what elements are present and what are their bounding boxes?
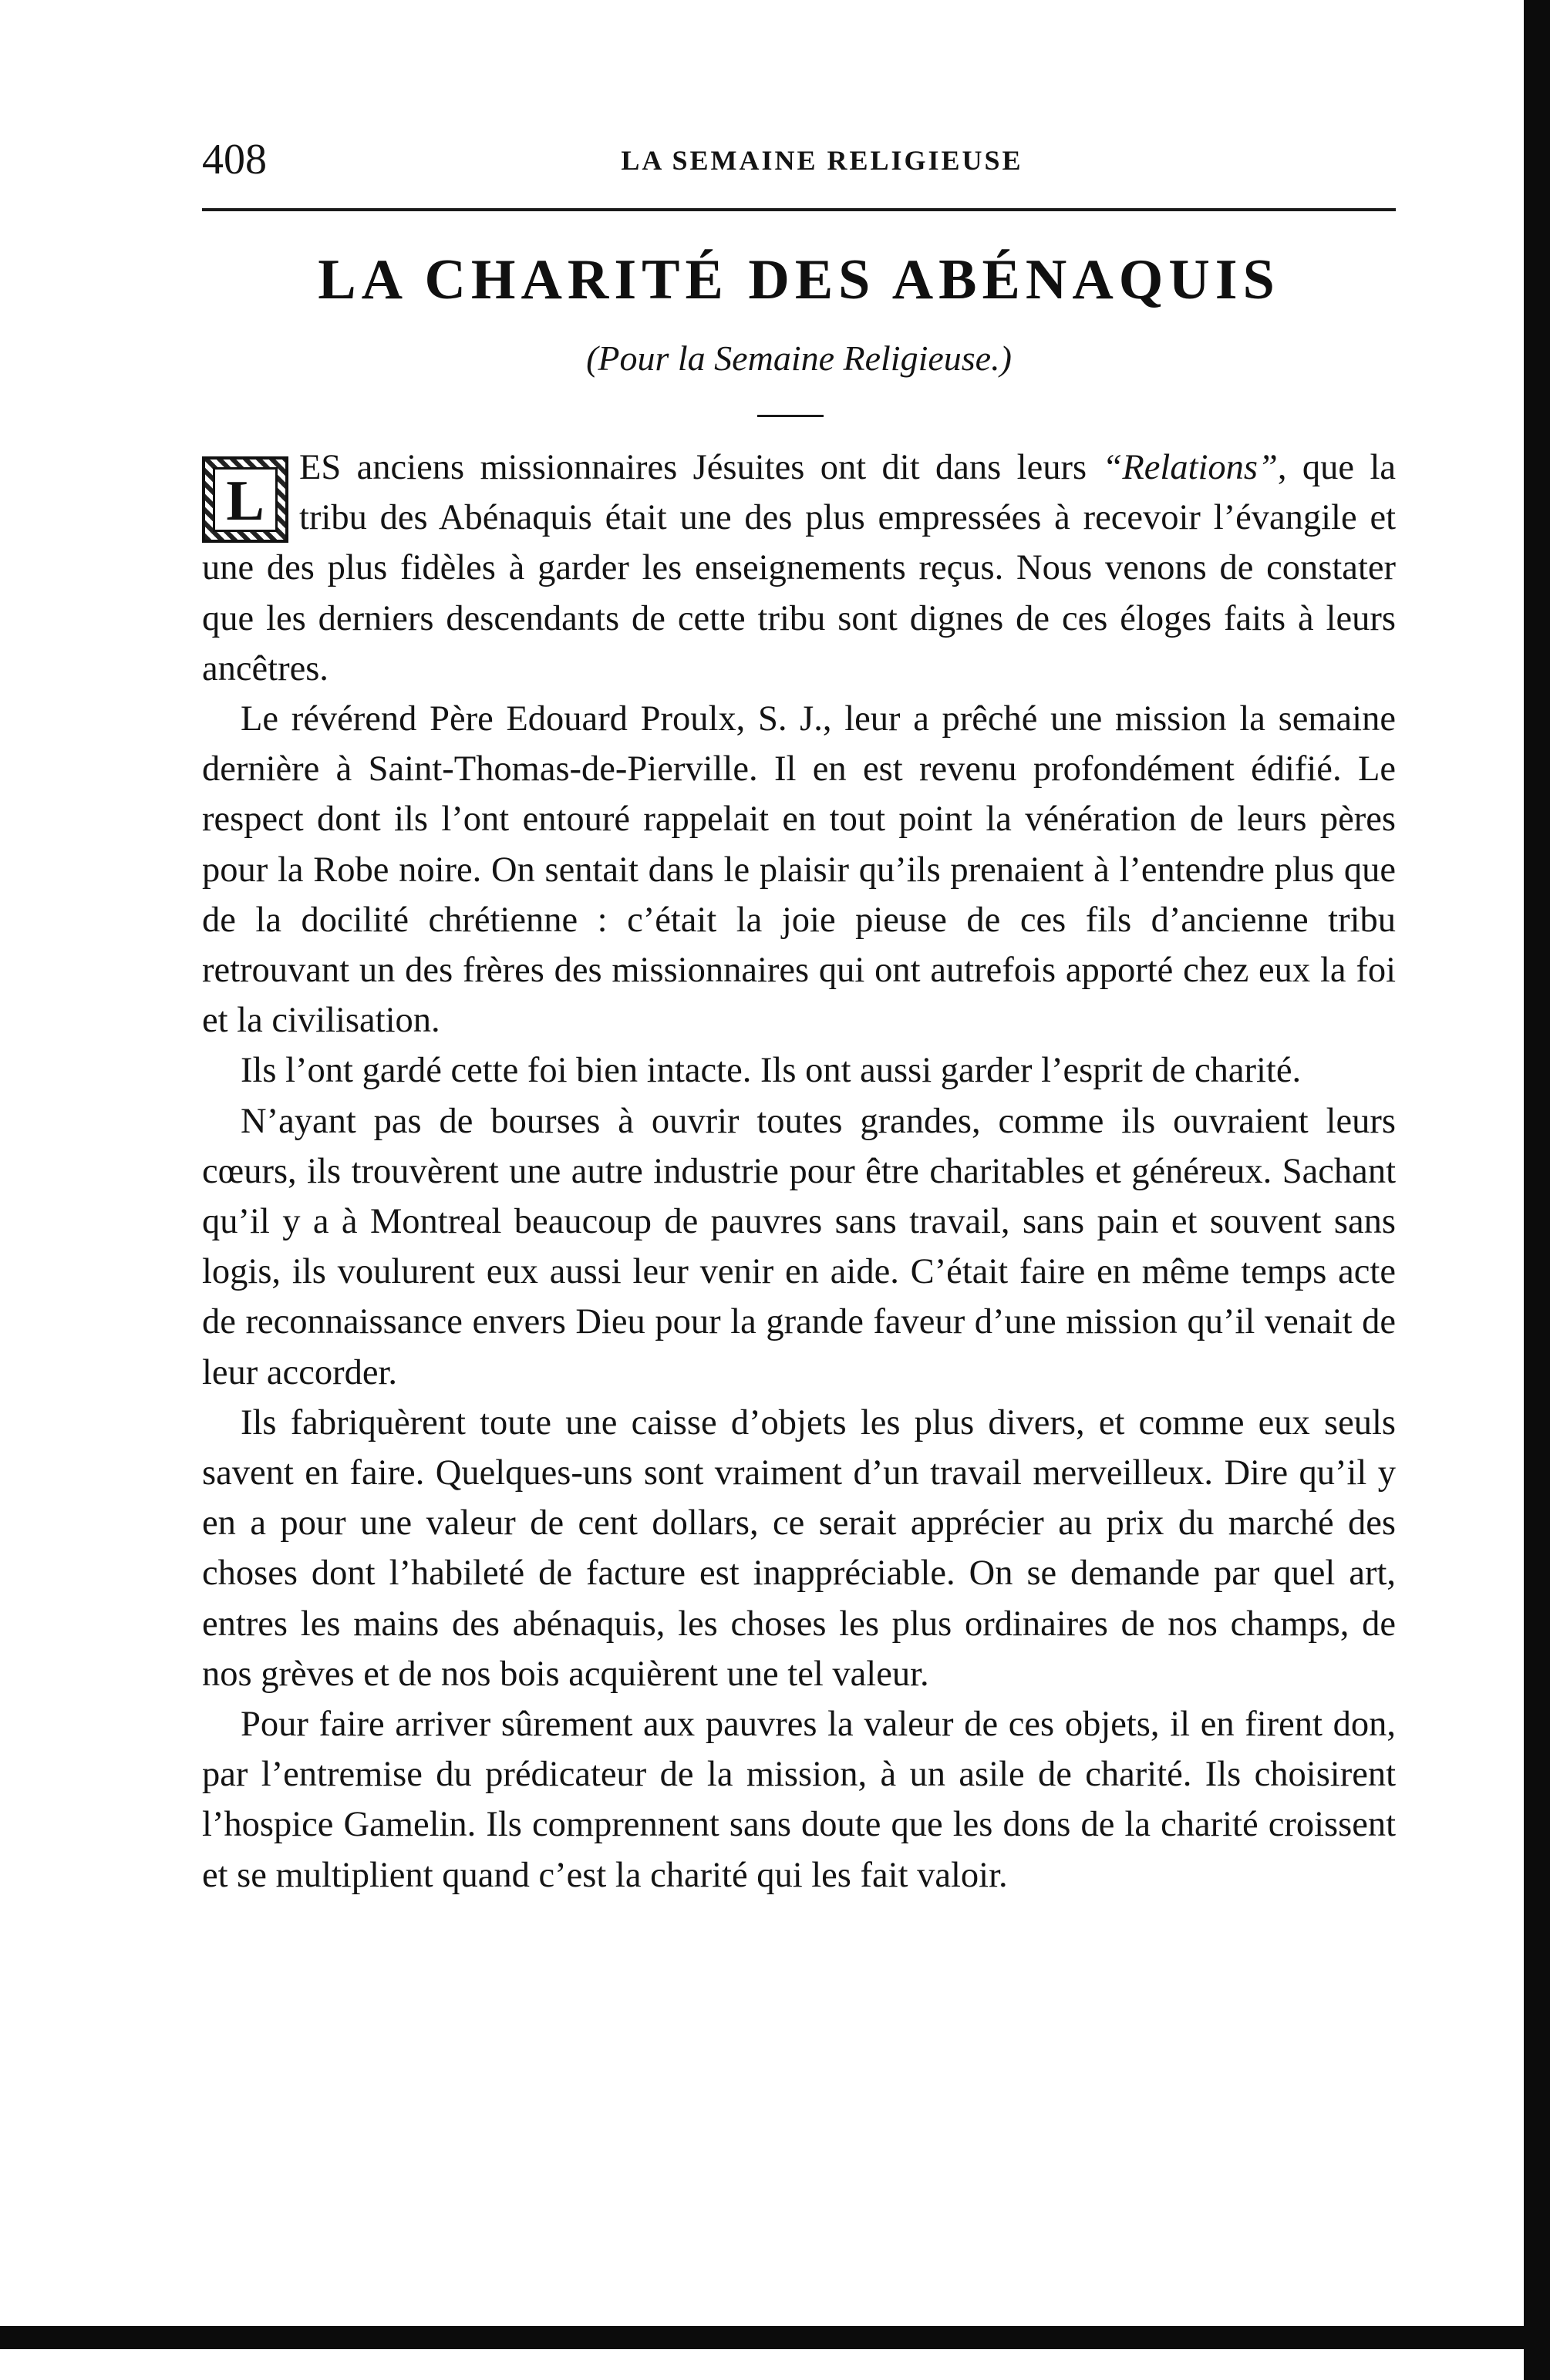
scan-border-right [1524, 0, 1550, 2380]
scan-border-bottom [0, 2326, 1550, 2349]
paragraph-4: N’ayant pas de bourses à ouvrir toutes grandes, comme ils ouvraient leurs cœurs, ils trouvèrent une autre industrie pour être charitables et généreux. Sachant qu’il y a à Montreal beaucoup de pauvres sans travail, sans pain et souvent sans logis, ils voulurent eux aussi leur venir en aide. C’était faire en même temps acte de reconnaissance envers Dieu pour la grande faveur d’une mission qu’il venait de leur accorder. [202, 1101, 1396, 1392]
paragraph-3: Ils l’ont gardé cette foi bien intacte. Ils ont aussi garder l’esprit de charité. [241, 1051, 1302, 1091]
header-rule [202, 208, 1396, 211]
drop-cap [202, 456, 288, 543]
drop-cap-letter: L [213, 467, 278, 532]
paragraph-1-rest: , que la tribu des Abénaquis était une des plus empressées à recevoir l’évangile et une des plus fidèles à garder les enseignements reçus. Nous venons de constater que les derniers descendants de cette tribu sont dignes de ces éloges faits à leurs ancêtres. [202, 448, 1397, 688]
paragraph-1-opening: ES anciens missionnaires Jésuites ont dit dans leurs [299, 448, 1087, 487]
article-body [202, 443, 1396, 1900]
article-title: LA CHARITÉ DES ABÉNAQUIS [318, 248, 1280, 311]
paragraph-5: Ils fabriquèrent toute une caisse d’objets les plus divers, et comme eux seuls savent en faire. Quelques-uns sont vraiment d’un travail merveilleux. Dire qu’il y en a pour une valeur de cent dollars, ce serait apprécier au prix du marché des choses dont l’habileté de facture est inappréciable. On se demande par quel art, entres les mains des abénaquis, les choses les plus ordinaires de nos champs, de nos grèves et de nos bois acquièrent une tel valeur. [202, 1402, 1396, 1694]
title-separator-rule [757, 415, 824, 417]
journal-title: LA SEMAINE RELIGIEUSE [621, 145, 1023, 176]
running-head [202, 133, 1396, 187]
relations-title: “Relations” [1102, 448, 1278, 487]
article-subtitle: (Pour la Semaine Religieuse.) [586, 338, 1012, 378]
page-number: 408 [202, 136, 267, 183]
paragraph-6: Pour faire arriver sûrement aux pauvres la valeur de ces objets, il en firent don, par l’entremise du prédicateur de la mission, à un asile de charité. Ils choisirent l’hospice Gamelin. Ils comprennent sans doute que les dons de la charité croissent et se multiplient quand c’est la charité qui les fait valoir. [202, 1705, 1396, 1895]
paragraph-2: Le révérend Père Edouard Proulx, S. J., leur a prêché une mission la semaine dernière à Saint-Thomas-de-Pierville. Il en est revenu profondément édifié. Le respect dont ils l’ont entouré rappelait en tout point la vénération de leurs pères pour la Robe noire. On sentait dans le plaisir qu’ils prenaient à l’entendre plus que de la docilité chrétienne : c’était la joie pieuse de ces fils d’ancienne tribu retrouvant un des frères des missionnaires qui ont autrefois apporté chez eux la foi et la civilisation. [202, 699, 1396, 1041]
paragraph-1 [202, 443, 1396, 694]
